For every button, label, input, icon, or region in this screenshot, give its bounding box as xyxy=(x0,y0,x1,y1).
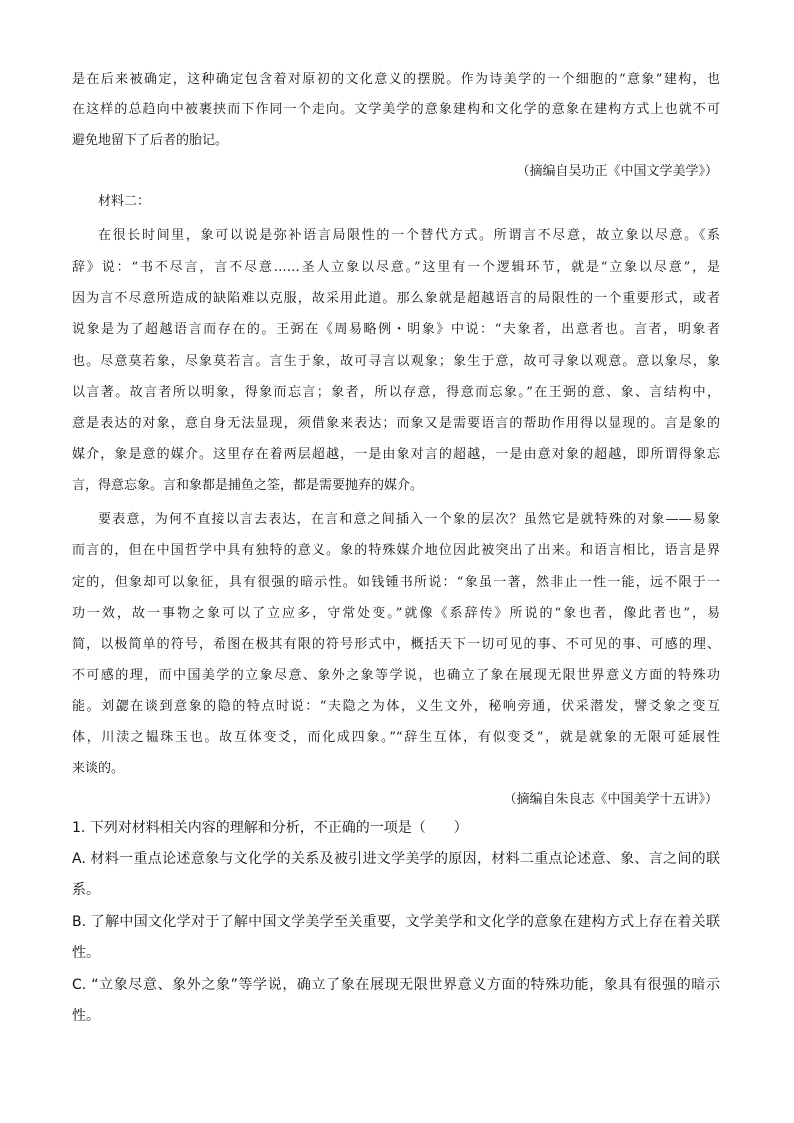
option-c-line-1: C. “立象尽意、象外之象”等学说，确立了象在展现无限世界意义方面的特殊功能，象具有很强的暗示 xyxy=(72,977,720,993)
material-2-title: 材料二： xyxy=(98,194,151,209)
p1-line-6: 以言著。故言者所以明象，得象而忘言；象者，所以存意，得意而忘象。”在王弼的意、象、言结构中， xyxy=(72,385,720,400)
source-citation-2: （摘编自朱良志《中国美学十五讲》） xyxy=(503,792,718,807)
p2-line-9: 来谈的。 xyxy=(72,761,125,776)
p1-line-9: 言，得意忘象。言和象都是捕鱼之筌，都是需要抛弃的媒介。 xyxy=(72,478,424,493)
p1-line-5: 也。尽意莫若象，尽象莫若言。言生于象，故可寻言以观象；象生于意，故可寻象以观意。意以象尽，象 xyxy=(72,354,720,369)
intro-line-3: 避免地留下了后者的胎记。 xyxy=(72,133,229,148)
p2-line-7: 能。刘勰在谈到意象的隐的特点时说：“夫隐之为体，义生文外，秘响旁通，伏采潜发，譬爻象之变互 xyxy=(72,699,720,714)
p1-line-8: 媒介，象是意的媒介。这里存在着两层超越，一是由象对言的超越，一是由意对象的超越，即所谓得象忘 xyxy=(72,447,720,462)
option-c-line-2: 性。 xyxy=(72,1008,100,1024)
p1-line-3: 因为言不尽意所造成的缺陷难以克服，故采用此道。那么象就是超越语言的局限性的一个重要形式，或者 xyxy=(72,291,720,306)
p2-line-3: 定的，但象却可以象征，具有很强的暗示性。如钱锺书所说：“象虽一著，然非止一性一能，远不限于一 xyxy=(72,575,720,590)
intro-line-2: 在这样的总趋向中被裹挟而下作同一个走向。文学美学的意象建构和文化学的意象在建构方式上也就不可 xyxy=(72,102,720,117)
p1-line-4: 说象是为了超越语言而存在的。王弼在《周易略例・明象》中说：“夫象者，出意者也。言者，明象者 xyxy=(72,322,720,337)
p2-line-1: 要表意，为何不直接以言去表达，在言和意之间插入一个象的层次？虽然它是就特殊的对象——易象 xyxy=(98,512,720,527)
p2-line-6: 不可感的理，而中国美学的立象尽意、象外之象等学说，也确立了象在展现无限世界意义方面的特殊功 xyxy=(72,668,720,683)
option-b-line-2: 性。 xyxy=(72,945,100,961)
option-a-line-1: A. 材料一重点论述意象与文化学的关系及被引进文学美学的原因，材料二重点论述意、象、言之间的联 xyxy=(72,851,720,867)
option-a-line-2: 系。 xyxy=(72,882,100,898)
question-stem: 1. 下列对材料相关内容的理解和分析，不正确的一项是（ ） xyxy=(72,820,468,836)
p1-line-7: 意是表达的对象，意自身无法显现，须借象来表达；而象又是需要语言的帮助作用得以显现的。言是象的 xyxy=(72,416,720,431)
option-b-line-1: B. 了解中国文化学对于了解中国文学美学至关重要，文学美学和文化学的意象在建构方式上存在着关联 xyxy=(72,914,720,930)
p2-line-8: 体，川渎之韫珠玉也。故互体变爻，而化成四象。”“辞生互体，有似变爻”，就是就象的无限可延展性 xyxy=(72,730,720,745)
source-citation-1: （摘编自吴功正《中国文学美学》） xyxy=(516,164,718,179)
intro-line-1: 是在后来被确定，这种确定包含着对原初的文化意义的摆脱。作为诗美学的一个细胞的“意象”建构，也 xyxy=(72,72,720,87)
p1-line-2: 辞》说：“书不尽言，言不尽意……圣人立象以尽意。”这里有一个逻辑环节，就是“立象以尽意”，是 xyxy=(72,260,720,275)
p2-line-4: 功一效，故一事物之象可以了立应多，守常处变。”就像《系辞传》所说的“象也者，像此者也”，易 xyxy=(72,606,720,621)
p2-line-2: 而言的，但在中国哲学中具有独特的意义。象的特殊媒介地位因此被突出了出来。和语言相比，语言是界 xyxy=(72,543,720,558)
p2-line-5: 简，以极简单的符号，希图在极其有限的符号形式中，概括天下一切可见的事、不可见的事、可感的理、 xyxy=(72,637,720,652)
p1-line-1: 在很长时间里，象可以说是弥补语言局限性的一个替代方式。所谓言不尽意，故立象以尽意。《系 xyxy=(98,228,720,243)
